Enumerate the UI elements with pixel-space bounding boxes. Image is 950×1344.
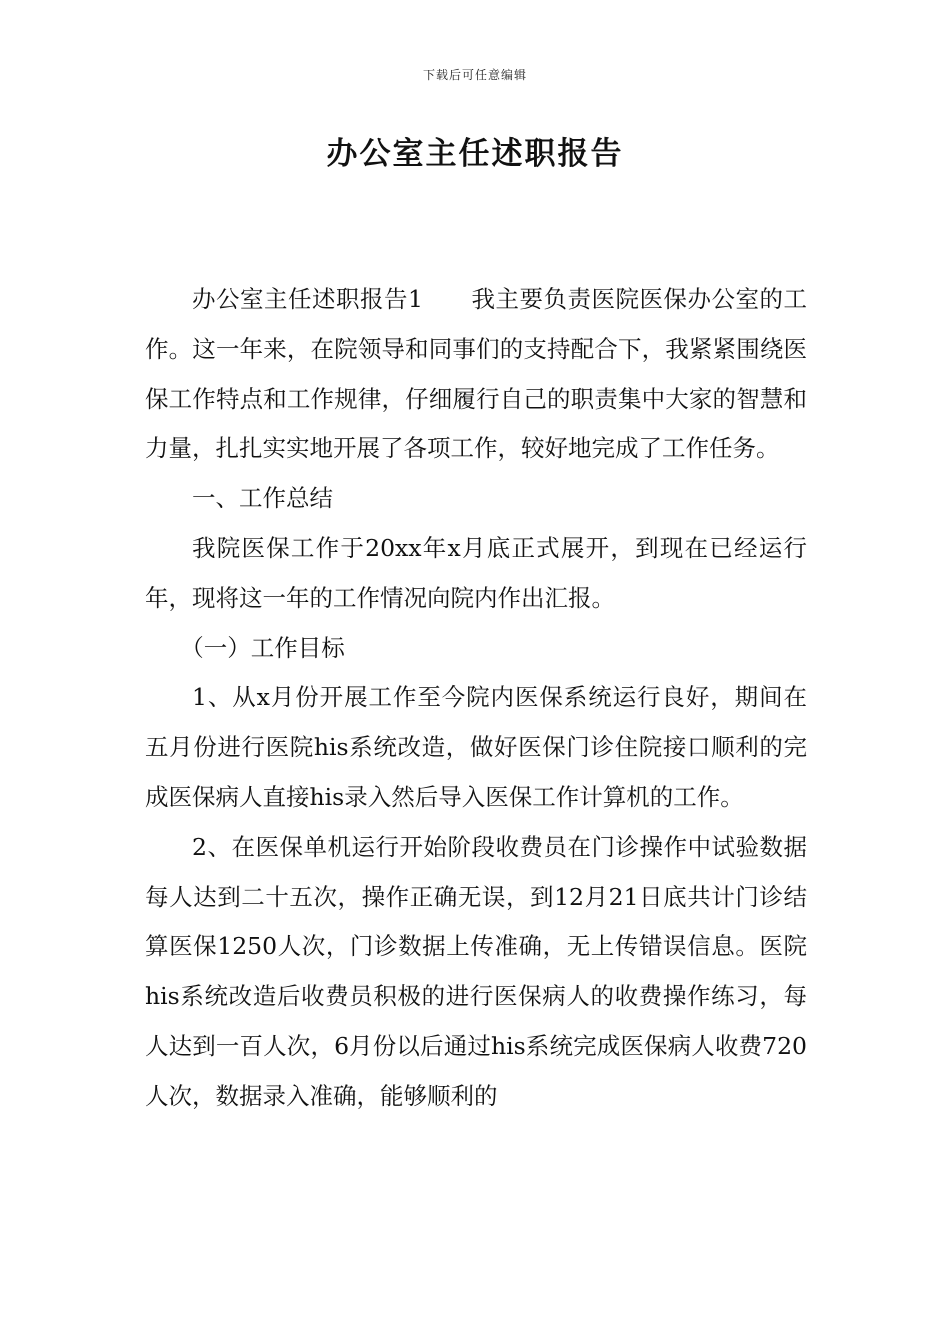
paragraph-summary: 我院医保工作于20xx年x月底正式展开，到现在已经运行年，现将这一年的工作情况向院内作出汇报。 xyxy=(145,533,807,612)
section-heading-work-summary: 一、工作总结 xyxy=(192,484,333,513)
subsection-heading-work-goals: （一）工作目标 xyxy=(180,633,345,662)
paragraph-item-2: 2、在医保单机运行开始阶段收费员在门诊操作中试验数据每人达到二十五次，操作正确无误，到12月21日底共计门诊结算医保1250人次，门诊数据上传准确，无上传错误信息。医院his系统改造后收费员积极的进行医保病人的收费操作练习，每人达到一百人次，6月份以后通过his系统完成医保病人收费720人次，数据录入准确，能够顺利的 xyxy=(145,832,807,1110)
paragraph-item-1: 1、从x月份开展工作至今院内医保系统运行良好，期间在五月份进行医院his系统改造，做好医保门诊住院接口顺利的完成医保病人直接his录入然后导入医保工作计算机的工作。 xyxy=(145,683,807,811)
document-body xyxy=(145,275,807,1122)
paragraph-intro: 办公室主任述职报告1 我主要负责医院医保办公室的工作。这一年来，在院领导和同事们的支持配合下，我紧紧围绕医保工作特点和工作规律，仔细履行自己的职责集中大家的智慧和力量，扎扎实实地开展了各项工作，较好地完成了工作任务。 xyxy=(145,285,807,463)
document-title: 办公室主任述职报告 xyxy=(326,136,624,172)
header-note: 下载后可任意编辑 xyxy=(422,68,527,82)
